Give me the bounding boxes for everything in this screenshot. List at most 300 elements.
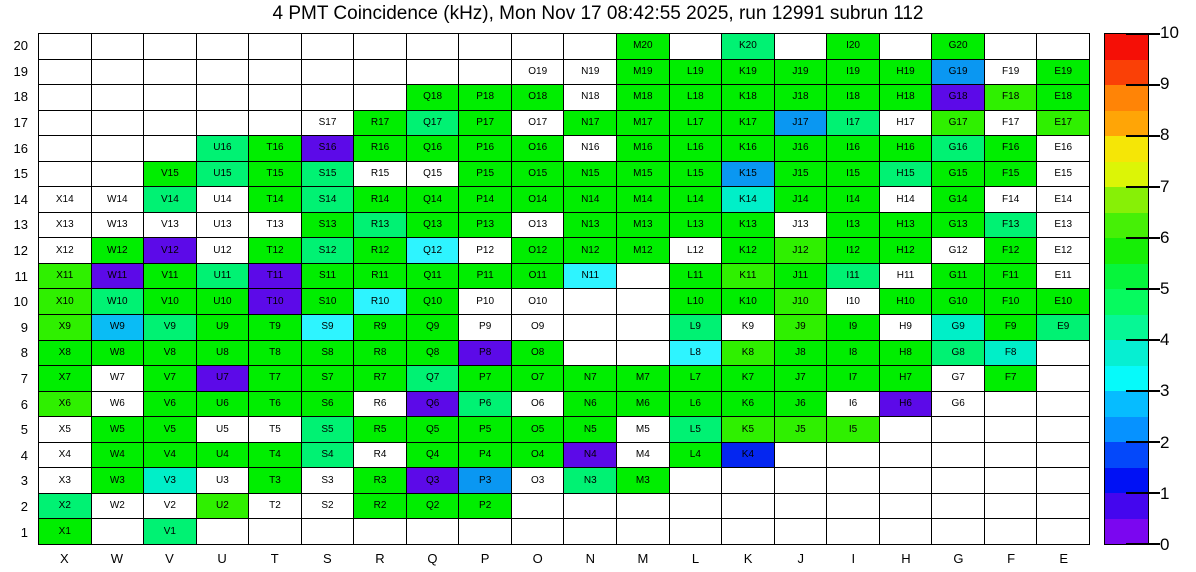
heatmap-cell: R5	[354, 417, 406, 442]
heatmap-cell	[564, 34, 616, 59]
heatmap-cell: H14	[880, 187, 932, 212]
heatmap-cell: E12	[1037, 238, 1089, 263]
heatmap-cell: W3	[92, 468, 144, 493]
heatmap-cell: Q2	[407, 494, 459, 519]
colorbar-tick	[1126, 339, 1160, 341]
heatmap-cell: O3	[512, 468, 564, 493]
heatmap-cell: S14	[302, 187, 354, 212]
colorbar-band	[1105, 264, 1148, 290]
colorbar-tick-label: 9	[1160, 74, 1170, 94]
row-axis-label: 20	[13, 38, 28, 54]
heatmap-cell	[92, 60, 144, 85]
heatmap-cell: K16	[722, 136, 774, 161]
heatmap-cell	[564, 315, 616, 340]
heatmap-cell: E10	[1037, 289, 1089, 314]
heatmap-cell	[92, 519, 144, 544]
heatmap-cell: R4	[354, 443, 406, 468]
heatmap-cell: R12	[354, 238, 406, 263]
heatmap-cell: T8	[249, 341, 301, 366]
heatmap-cell	[775, 468, 827, 493]
heatmap-cell: R10	[354, 289, 406, 314]
heatmap-cell: T7	[249, 366, 301, 391]
heatmap-cell: S13	[302, 213, 354, 238]
heatmap-cell: J12	[775, 238, 827, 263]
heatmap-cell: P10	[459, 289, 511, 314]
heatmap-cell: Q7	[407, 366, 459, 391]
row-axis-label: 7	[20, 371, 28, 387]
heatmap-cell: O8	[512, 341, 564, 366]
heatmap-cell: T5	[249, 417, 301, 442]
heatmap-cell: O16	[512, 136, 564, 161]
heatmap-cell: G10	[932, 289, 984, 314]
heatmap-cell: J19	[775, 60, 827, 85]
heatmap-cell	[249, 111, 301, 136]
row-axis-label: 16	[13, 140, 28, 156]
heatmap-cell: P3	[459, 468, 511, 493]
heatmap-cell: U4	[197, 443, 249, 468]
heatmap-cell: W12	[92, 238, 144, 263]
heatmap-cell: E16	[1037, 136, 1089, 161]
colorbar-band	[1105, 60, 1148, 86]
heatmap-cell: X12	[39, 238, 91, 263]
heatmap-cell: H10	[880, 289, 932, 314]
heatmap-cell: K10	[722, 289, 774, 314]
heatmap-cell: V15	[144, 162, 196, 187]
heatmap-cell: X3	[39, 468, 91, 493]
heatmap-cell: R7	[354, 366, 406, 391]
heatmap-cell: G9	[932, 315, 984, 340]
heatmap-cell: W14	[92, 187, 144, 212]
heatmap-cell: W5	[92, 417, 144, 442]
heatmap-cell	[92, 111, 144, 136]
heatmap-cell: S10	[302, 289, 354, 314]
heatmap-cell: O4	[512, 443, 564, 468]
heatmap-cell: P9	[459, 315, 511, 340]
heatmap-cell: J18	[775, 85, 827, 110]
row-axis-label: 2	[20, 498, 28, 514]
heatmap-cell: P5	[459, 417, 511, 442]
heatmap-cell: W10	[92, 289, 144, 314]
colorbar-labels	[1156, 23, 1196, 554]
heatmap-cell: F11	[985, 264, 1037, 289]
col-axis-label: J	[797, 550, 804, 566]
heatmap-cell: E11	[1037, 264, 1089, 289]
heatmap-cell: T2	[249, 494, 301, 519]
heatmap-cell	[880, 468, 932, 493]
heatmap-cell: X14	[39, 187, 91, 212]
heatmap-cell: S5	[302, 417, 354, 442]
row-axis-label: 19	[13, 63, 28, 79]
heatmap-cell	[775, 34, 827, 59]
heatmap-cell: L7	[670, 366, 722, 391]
heatmap-cell	[302, 519, 354, 544]
heatmap-cell	[302, 34, 354, 59]
heatmap-cell: V7	[144, 366, 196, 391]
heatmap-cell	[459, 519, 511, 544]
heatmap-cell	[880, 494, 932, 519]
heatmap-cell: N5	[564, 417, 616, 442]
heatmap-cell: L5	[670, 417, 722, 442]
colorbar-band	[1105, 493, 1148, 519]
heatmap-cell: E14	[1037, 187, 1089, 212]
heatmap-cell	[302, 60, 354, 85]
heatmap-cell: K6	[722, 392, 774, 417]
heatmap-cell: P4	[459, 443, 511, 468]
row-axis-label: 15	[13, 166, 28, 182]
heatmap-cell	[512, 494, 564, 519]
heatmap-cell	[249, 85, 301, 110]
colorbar-band	[1105, 187, 1148, 213]
heatmap-cell: K8	[722, 341, 774, 366]
heatmap-cell: M14	[617, 187, 669, 212]
heatmap-cell: V9	[144, 315, 196, 340]
heatmap-cell: T12	[249, 238, 301, 263]
heatmap-cell: T6	[249, 392, 301, 417]
heatmap-cell	[1037, 468, 1089, 493]
heatmap-cell: X7	[39, 366, 91, 391]
heatmap-cell: H7	[880, 366, 932, 391]
heatmap-cell: L12	[670, 238, 722, 263]
heatmap-cell: X10	[39, 289, 91, 314]
heatmap-cell	[197, 60, 249, 85]
heatmap-cell: I19	[827, 60, 879, 85]
heatmap-cell: P17	[459, 111, 511, 136]
heatmap-cell	[92, 136, 144, 161]
colorbar-band	[1105, 111, 1148, 137]
heatmap-cell: S3	[302, 468, 354, 493]
colorbar-band	[1105, 519, 1148, 545]
heatmap-cell: V6	[144, 392, 196, 417]
heatmap-cell: S7	[302, 366, 354, 391]
col-axis-label: T	[270, 550, 279, 566]
heatmap-cell	[459, 60, 511, 85]
heatmap-cell: K7	[722, 366, 774, 391]
heatmap-cell: K19	[722, 60, 774, 85]
heatmap-cell	[985, 494, 1037, 519]
heatmap-cell: L10	[670, 289, 722, 314]
heatmap-cell: U5	[197, 417, 249, 442]
heatmap-cell: X4	[39, 443, 91, 468]
heatmap-cell	[512, 34, 564, 59]
heatmap-cell: L15	[670, 162, 722, 187]
heatmap-cell	[144, 136, 196, 161]
row-axis-label: 14	[13, 191, 28, 207]
colorbar-tick	[1126, 33, 1160, 35]
heatmap-cell: G18	[932, 85, 984, 110]
heatmap-cell: T4	[249, 443, 301, 468]
heatmap-cell: U16	[197, 136, 249, 161]
heatmap-cell: V10	[144, 289, 196, 314]
heatmap-grid	[38, 33, 1090, 545]
heatmap-cell: P14	[459, 187, 511, 212]
heatmap-cell: S9	[302, 315, 354, 340]
heatmap-cell	[354, 85, 406, 110]
heatmap-cell	[722, 468, 774, 493]
row-axis-label: 12	[13, 243, 28, 259]
heatmap-cell: L17	[670, 111, 722, 136]
colorbar-band	[1105, 391, 1148, 417]
heatmap-cell: K11	[722, 264, 774, 289]
heatmap-cell: U7	[197, 366, 249, 391]
heatmap-cell: H6	[880, 392, 932, 417]
heatmap-cell: W8	[92, 341, 144, 366]
colorbar	[1104, 33, 1149, 545]
heatmap-cell: P12	[459, 238, 511, 263]
heatmap-cell	[880, 34, 932, 59]
heatmap-cell: T3	[249, 468, 301, 493]
colorbar-tick-label: 6	[1160, 227, 1170, 247]
heatmap-cell: R3	[354, 468, 406, 493]
col-axis-label: O	[532, 550, 543, 566]
colorbar-band	[1105, 442, 1148, 468]
heatmap-cell: M16	[617, 136, 669, 161]
colorbar-tick	[1126, 135, 1160, 137]
heatmap-cell	[1037, 34, 1089, 59]
heatmap-cell: M5	[617, 417, 669, 442]
heatmap-cell: J17	[775, 111, 827, 136]
heatmap-cell: K13	[722, 213, 774, 238]
heatmap-cell	[144, 111, 196, 136]
heatmap-cell	[670, 468, 722, 493]
heatmap-cell: I7	[827, 366, 879, 391]
heatmap-cell	[39, 34, 91, 59]
colorbar-tick-label: 5	[1160, 279, 1170, 298]
heatmap-cell: Q5	[407, 417, 459, 442]
col-axis-label: W	[110, 550, 124, 566]
heatmap-cell: U6	[197, 392, 249, 417]
heatmap-cell: F15	[985, 162, 1037, 187]
row-axis-label: 6	[20, 396, 28, 412]
heatmap-cell: Q6	[407, 392, 459, 417]
colorbar-tick	[1126, 288, 1160, 290]
heatmap-cell: O18	[512, 85, 564, 110]
heatmap-cell: L11	[670, 264, 722, 289]
heatmap-cell: K18	[722, 85, 774, 110]
heatmap-cell	[775, 519, 827, 544]
heatmap-cell: M19	[617, 60, 669, 85]
heatmap-cell: N12	[564, 238, 616, 263]
heatmap-cell: O11	[512, 264, 564, 289]
colorbar-band	[1105, 340, 1148, 366]
heatmap-cell: F18	[985, 85, 1037, 110]
heatmap-cell: H12	[880, 238, 932, 263]
heatmap-cell	[985, 468, 1037, 493]
heatmap-cell: I10	[827, 289, 879, 314]
heatmap-cell: S16	[302, 136, 354, 161]
heatmap-cell	[144, 85, 196, 110]
heatmap-cell: U15	[197, 162, 249, 187]
heatmap-cell	[144, 60, 196, 85]
heatmap-cell: E19	[1037, 60, 1089, 85]
heatmap-cell: P7	[459, 366, 511, 391]
col-axis	[38, 548, 1090, 568]
heatmap-cell: V8	[144, 341, 196, 366]
heatmap-cell: L6	[670, 392, 722, 417]
heatmap-cell: J16	[775, 136, 827, 161]
heatmap-cell	[39, 85, 91, 110]
heatmap-cell: E17	[1037, 111, 1089, 136]
row-axis-label: 13	[13, 217, 28, 233]
heatmap-cell	[1037, 443, 1089, 468]
heatmap-cell	[617, 341, 669, 366]
heatmap-cell	[407, 519, 459, 544]
heatmap-cell	[722, 494, 774, 519]
heatmap-cell	[354, 519, 406, 544]
heatmap-cell	[985, 417, 1037, 442]
heatmap-cell: H11	[880, 264, 932, 289]
heatmap-cell	[670, 494, 722, 519]
heatmap-cell: H13	[880, 213, 932, 238]
heatmap-cell: P2	[459, 494, 511, 519]
colorbar-band	[1105, 417, 1148, 443]
heatmap-cell	[775, 443, 827, 468]
heatmap-cell: N15	[564, 162, 616, 187]
heatmap-cell: T11	[249, 264, 301, 289]
heatmap-cell: I20	[827, 34, 879, 59]
heatmap-cell	[985, 34, 1037, 59]
heatmap-cell: M4	[617, 443, 669, 468]
heatmap-cell: X11	[39, 264, 91, 289]
heatmap-cell: L4	[670, 443, 722, 468]
heatmap-cell: J13	[775, 213, 827, 238]
heatmap-cell: W13	[92, 213, 144, 238]
heatmap-cell: I13	[827, 213, 879, 238]
heatmap-cell	[564, 341, 616, 366]
heatmap-cell: N3	[564, 468, 616, 493]
col-axis-label: U	[217, 550, 227, 566]
heatmap-cell: X8	[39, 341, 91, 366]
heatmap-cell: Q9	[407, 315, 459, 340]
heatmap-cell: L8	[670, 341, 722, 366]
heatmap-cell: Q4	[407, 443, 459, 468]
heatmap-cell: I9	[827, 315, 879, 340]
heatmap-cell: G16	[932, 136, 984, 161]
heatmap-cell: L9	[670, 315, 722, 340]
heatmap-cell: F16	[985, 136, 1037, 161]
row-axis-label: 5	[20, 422, 28, 438]
heatmap-cell: X1	[39, 519, 91, 544]
heatmap-cell: T9	[249, 315, 301, 340]
heatmap-cell: F14	[985, 187, 1037, 212]
heatmap-cell: G7	[932, 366, 984, 391]
heatmap-cell: G8	[932, 341, 984, 366]
heatmap-cell: X2	[39, 494, 91, 519]
col-axis-label: K	[743, 550, 753, 566]
heatmap-cell: F13	[985, 213, 1037, 238]
heatmap-cell: S2	[302, 494, 354, 519]
heatmap-cell: P16	[459, 136, 511, 161]
heatmap-cell: K4	[722, 443, 774, 468]
heatmap-cell: V12	[144, 238, 196, 263]
heatmap-cell: W6	[92, 392, 144, 417]
row-axis-label: 17	[13, 115, 28, 131]
heatmap-cell: M3	[617, 468, 669, 493]
heatmap-cell: P11	[459, 264, 511, 289]
heatmap-cell: P18	[459, 85, 511, 110]
heatmap-cell: S11	[302, 264, 354, 289]
colorbar-band	[1105, 136, 1148, 162]
heatmap-cell: G11	[932, 264, 984, 289]
heatmap-cell	[617, 519, 669, 544]
heatmap-cell: O19	[512, 60, 564, 85]
colorbar-tick	[1126, 84, 1160, 86]
col-axis-label: E	[1059, 550, 1069, 566]
colorbar-band	[1105, 315, 1148, 341]
heatmap-cell: S4	[302, 443, 354, 468]
heatmap-cell: U10	[197, 289, 249, 314]
heatmap-cell: U14	[197, 187, 249, 212]
heatmap-cell: U2	[197, 494, 249, 519]
heatmap-cell	[985, 519, 1037, 544]
col-axis-label: N	[585, 550, 595, 566]
colorbar-tick-label: 2	[1160, 432, 1170, 452]
heatmap-cell: V1	[144, 519, 196, 544]
col-axis-label: V	[165, 550, 174, 566]
heatmap-cell: H9	[880, 315, 932, 340]
heatmap-cell: X13	[39, 213, 91, 238]
heatmap-cell	[880, 519, 932, 544]
heatmap-cell: J15	[775, 162, 827, 187]
colorbar-tick-label: 8	[1160, 125, 1170, 145]
heatmap-cell: I15	[827, 162, 879, 187]
heatmap-cell: K9	[722, 315, 774, 340]
heatmap-cell: X5	[39, 417, 91, 442]
heatmap-cell: K15	[722, 162, 774, 187]
colorbar-tick	[1126, 237, 1160, 239]
heatmap-cell: T16	[249, 136, 301, 161]
heatmap-cell: S8	[302, 341, 354, 366]
heatmap-cell: U8	[197, 341, 249, 366]
heatmap-cell: V5	[144, 417, 196, 442]
heatmap-cell: W9	[92, 315, 144, 340]
heatmap-cell	[617, 494, 669, 519]
heatmap-cell: K17	[722, 111, 774, 136]
heatmap-cell: J7	[775, 366, 827, 391]
heatmap-cell: V11	[144, 264, 196, 289]
heatmap-cell: L19	[670, 60, 722, 85]
heatmap-cell: Q18	[407, 85, 459, 110]
heatmap-cell	[985, 392, 1037, 417]
col-axis-label: R	[375, 550, 385, 566]
heatmap-cell: O13	[512, 213, 564, 238]
heatmap-cell: O5	[512, 417, 564, 442]
heatmap-cell: S17	[302, 111, 354, 136]
heatmap-cell	[722, 519, 774, 544]
heatmap-cell: H15	[880, 162, 932, 187]
heatmap-cell	[1037, 366, 1089, 391]
col-axis-label: P	[480, 550, 490, 566]
heatmap-cell: N4	[564, 443, 616, 468]
heatmap-cell: T10	[249, 289, 301, 314]
heatmap-cell: Q15	[407, 162, 459, 187]
col-axis-label: S	[322, 550, 332, 566]
heatmap-cell: G14	[932, 187, 984, 212]
heatmap-cell: R2	[354, 494, 406, 519]
row-axis-label: 11	[14, 268, 28, 284]
heatmap-cell: F17	[985, 111, 1037, 136]
heatmap-cell	[249, 60, 301, 85]
heatmap-cell: U13	[197, 213, 249, 238]
colorbar-tick-label: 1	[1160, 483, 1170, 503]
heatmap-cell: W7	[92, 366, 144, 391]
heatmap-cell: W2	[92, 494, 144, 519]
heatmap-cell: U12	[197, 238, 249, 263]
heatmap-cell: J10	[775, 289, 827, 314]
heatmap-cell	[197, 111, 249, 136]
heatmap-cell: N13	[564, 213, 616, 238]
heatmap-cell	[932, 494, 984, 519]
heatmap-cell: F10	[985, 289, 1037, 314]
